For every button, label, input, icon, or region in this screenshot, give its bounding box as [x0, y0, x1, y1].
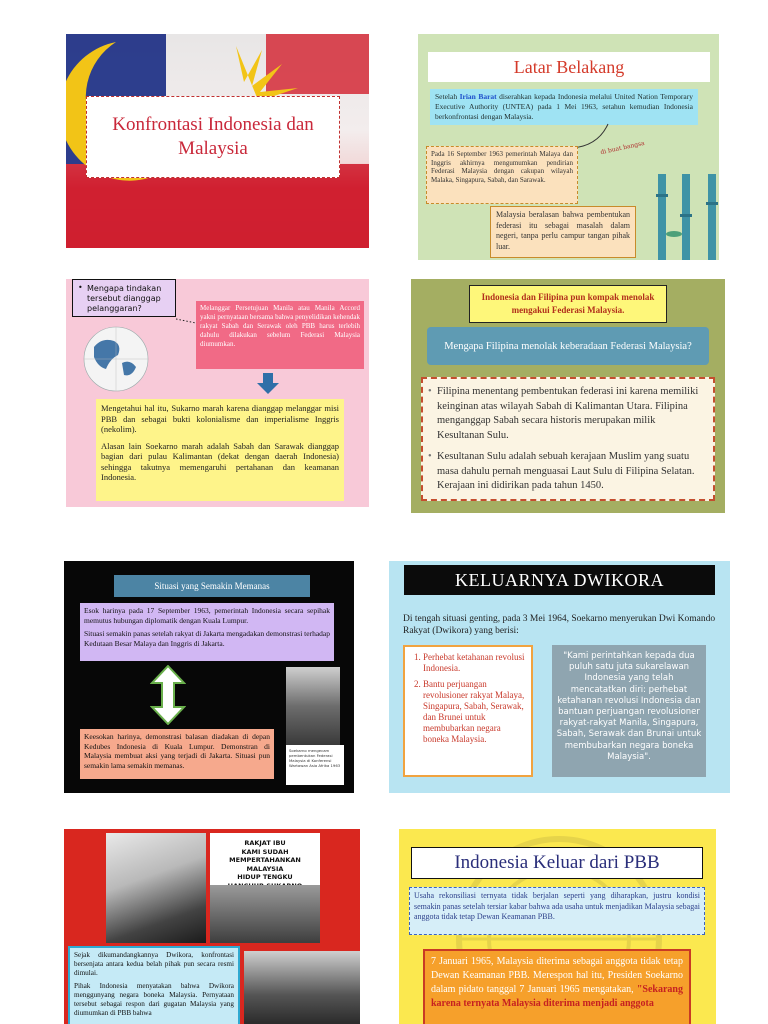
dotted-connector [176, 317, 198, 327]
dwikora-list [403, 645, 533, 777]
reason-item [428, 450, 705, 494]
dwikora-quote: "Kami perintahkan kepada dua puluh satu juta sukarelawan Indonesia yang telah mencatatkan diri: perhebat ketahanan revolusi Indonesia dan bantuan perjuangan revolusioner rakyat-rakyat Manila, Singapura, Sabah, Serawak dan Brunai untuk membubarkan negara boneka Malaysia". [552, 645, 706, 777]
bullet-icon: • [428, 386, 432, 397]
slide-header: Situasi yang Semakin Memanas [114, 575, 310, 597]
double-arrow-icon [150, 665, 186, 725]
bullet-icon: • [78, 283, 83, 292]
banner-text: Indonesia dan Filipina pun kompak menolak mengakui Federasi Malaysia. [469, 285, 667, 323]
poster-text: RAKJAT IBU KAMI SUDAH MEMPERTAHANKAN MALAYSIA HIDUP TENGKU [229, 839, 301, 881]
diplomatic-text-1: Esok harinya pada 17 September 1963, pemerintah Indonesia secara sepihak memutus hubungan diplomatik dengan Kuala Lumpur. [84, 606, 330, 625]
retaliation-text: Keesokan harinya, demonstrasi balasan diadakan di depan Kedubes Indonesia di Kuala Lumpur. Demonstran di Malaysia membuat aksi yang terjadi di Jakarta. Situasi pun semakin lama semakin memanas. [80, 729, 274, 779]
protest-poster-photo [210, 833, 320, 943]
bamboo-decoration [654, 174, 719, 260]
diplomatic-text-2: Situasi semakin panas setelah rakyat di Jakarta mengadakan demonstrasi terhadap Kedutaan Besar Malaya dan Inggris di Jakarta. [84, 629, 330, 648]
diplomatic-text [80, 603, 334, 661]
question-text: Mengapa tindakan tersebut dianggap pelanggaran? [87, 284, 162, 313]
reason-list [421, 377, 715, 501]
question-box [72, 279, 176, 317]
soekarno-photo [286, 667, 340, 745]
question-text: Mengapa Filipina menolak keberadaan Federasi Malaysia? [427, 327, 709, 365]
slide-keluar-pbb [399, 829, 716, 1024]
slide-situasi-memanas [64, 561, 354, 793]
soekarno-speech-photo [106, 833, 206, 943]
slide-title: Indonesia Keluar dari PBB [411, 847, 703, 879]
irian-barat-highlight: Irian Barat [459, 92, 497, 101]
slide-latar-belakang [418, 34, 719, 260]
un-text-a: 7 Januari 1965, Malaysia diterima sebagai anggota tidak tetap Dewan Keamanan PBB. Merespon hal itu, Presiden Soekarno dalam pidato tanggal 7 Januari 1965 mengatakan, [431, 956, 683, 995]
slide-title: Latar Belakang [428, 52, 710, 82]
slide-pelanggaran [66, 279, 369, 507]
reconciliation-text: Usaha rekonsiliasi ternyata tidak berjalan seperti yang diharapkan, justru kondisi semakin panas setelah tersiar kabar bahwa ada usaha untuk menjadikan Malaysia sebagai anggota tidak tetap Dewan Keamanan PBB. [409, 887, 705, 935]
un-membership-text [423, 949, 691, 1024]
reaction-text-1: Mengetahui hal itu, Sukarno marah karena dianggap melanggar misi PBB dan sebagai bukti kolonialisme dan imperialisme Inggris (nekolim). [101, 403, 339, 434]
slide-dwikora [389, 561, 730, 793]
reaction-text-2: Alasan lain Soekarno marah adalah Sabah dan Sarawak dianggap bagian dari pulau Kalimantan (dekat dengan daerah Indonesia) sehingga takutnya memengaruhi pertahanan dan keamanan Indonesia. [101, 440, 339, 482]
slide-title: Konfrontasi Indonesia dan Malaysia [86, 96, 340, 178]
slide-konfrontasi-title [66, 34, 369, 248]
malaysia-reason-text: Malaysia beralasan bahwa pembentukan federasi itu sebagai masalah dalam negeri, tanpa perlu campur tangan pihak luar. [490, 206, 636, 258]
federation-text: Pada 16 September 1963 pemerintah Malaya dan Inggris akhirnya mengumumkan pendirian Federasi Malaysia dengan cakupan wilayah Malaka, Singapura, Sabah, dan Sarawak. [426, 146, 578, 204]
conflict-text-2: Pihak Indonesia menyatakan bahwa Dwikora menggunyang negara boneka Malaysia. Pernyataan tersebut sebagai respon dari gugatan Malaysia yang diumumkan di PBB bahwa [74, 982, 234, 1017]
dwikora-item-1: 1. Perhebat ketahanan revolusi Indonesia. [423, 652, 527, 674]
intro-text-a: Setelah [435, 92, 460, 101]
handwritten-note: di buat bangsa [599, 139, 646, 157]
intro-text [430, 89, 698, 125]
reason-text-1: Filipina menentang pembentukan federasi ini karena memiliki keinginan atas wilayah Sabah di Kalimantan Utara. Filipina menganggap Sabah secara historis merupakan milik Kesultanan Sulu. [437, 386, 699, 441]
slide-header: KELUARNYA DWIKORA [404, 565, 715, 595]
answer-text: Melanggar Persetujuan Manila atau Manila Accord yakni pernyataan bersama bahwa penyelidikan kehendak rakyat Sabah dan Serawak oleh PBB harus terlebih dahulu dilakukan sebelum Federasi Malaysia diumumkan. [196, 301, 364, 369]
soekarno-quote: "Sekarang karena ternyata Malaysia diterima menjadi anggota [431, 984, 683, 1009]
bullet-icon: • [428, 451, 432, 462]
dwikora-item-2: 2. Bantu perjuangan revolusioner rakyat Malaya, Singapura, Sabah, Serawak, dan Brunei untuk membubarkan negara boneka Malaysia. [423, 679, 527, 745]
intro-text-b: diserahkan kepada Indonesia melalui United Nation Temporary Executive Authority (UNTEA) pada 1 Mei 1963, setahun kemudian Indonesia berkonfrontasi dengan Malaysia. [435, 92, 693, 121]
sukarno-reaction [96, 399, 344, 501]
armed-conflict-text [68, 946, 240, 1024]
slide-filipina [411, 279, 725, 513]
crowd-photo [210, 885, 320, 943]
intro-text: Di tengah situasi genting, pada 3 Mei 1964, Soekarno menyerukan Dwi Komando Rakyat (Dwikora) yang berisi: [403, 614, 716, 636]
reason-text-2: Kesultanan Sulu adalah sebuah kerajaan Muslim yang suatu masa dahulu pernah menguasai Laut Sulu di Filipina Selatan. Kerajaan ini didirikan pada tahun 1450. [437, 451, 695, 491]
globe-icon [80, 323, 152, 395]
down-arrow-icon [256, 373, 280, 395]
photo-caption: Soekarno mengecam pembentukan Federasi Malaysia di Konferensi Wartawan Asia Afrika 1963 [286, 745, 344, 785]
reason-item [428, 385, 705, 443]
conflict-text-1: Sejak dikumandangkannya Dwikora, konfrontasi bersenjata antara kedua belah pihak pun secara resmi dimulai. [74, 951, 234, 977]
slide-konfrontasi-bersenjata [64, 829, 360, 1024]
soldiers-photo [244, 951, 360, 1024]
